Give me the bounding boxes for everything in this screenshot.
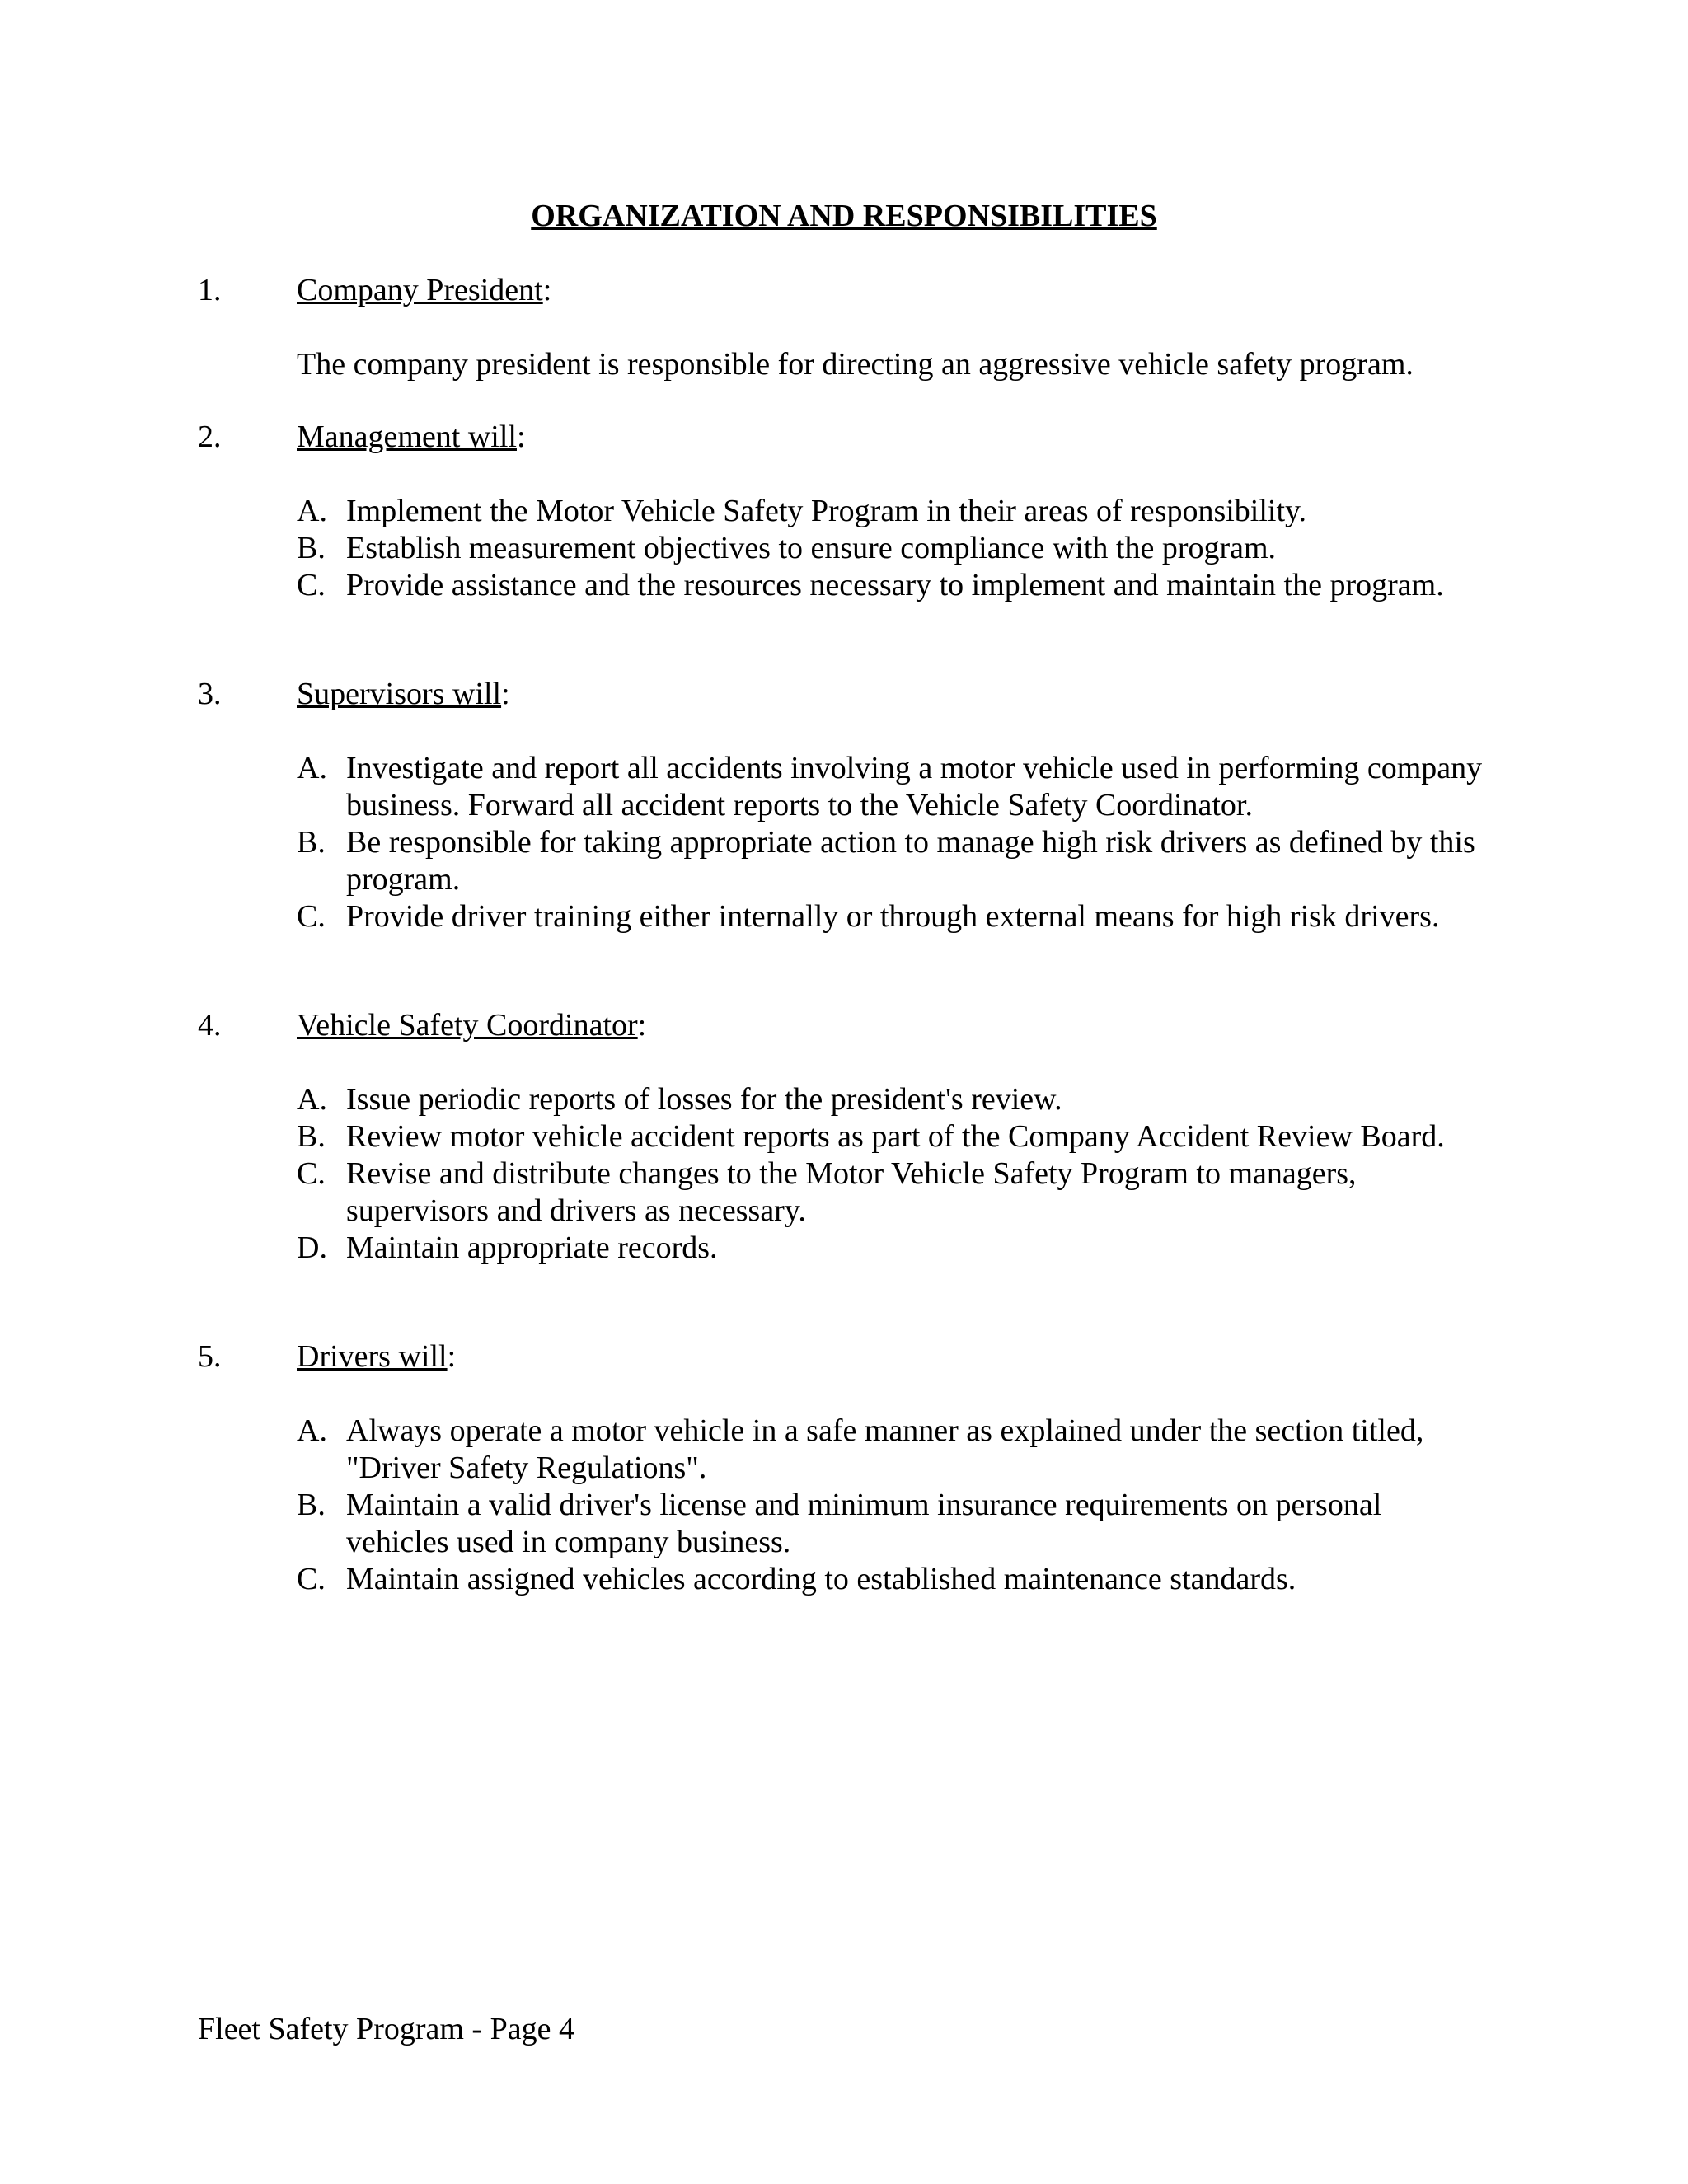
section-number: 3. [198,677,222,711]
section-items [297,750,1492,935]
section-heading [198,676,1492,713]
item-letter: B. [297,825,326,860]
section-items [297,1413,1492,1598]
list-item [297,750,1492,824]
item-letter: A. [297,1082,327,1117]
section-heading [198,1338,1492,1376]
item-text: Review motor vehicle accident reports as part of the Company Accident Review Board. [346,1119,1445,1154]
item-text: Investigate and report all accidents involving a motor vehicle used in performing company business. Forward all accident reports to the Vehicle Safety Coordinator. [346,751,1483,823]
section-label [297,272,551,309]
item-text: Maintain a valid driver's license and minimum insurance requirements on personal vehicles used in company business. [346,1488,1382,1559]
item-text: Always operate a motor vehicle in a safe manner as explained under the section titled, "Driver Safety Regulations". [346,1413,1424,1485]
list-item [297,530,1492,567]
section-items [297,1081,1492,1267]
section-heading [198,272,1492,309]
section-label-suffix: : [637,1008,647,1043]
item-letter: B. [297,531,326,565]
item-text: Provide assistance and the resources necessary to implement and maintain the program. [346,568,1444,602]
section-label-text: Supervisors will [297,677,502,711]
section-label-text: Company President [297,273,543,307]
section-items [297,493,1492,604]
item-letter: B. [297,1488,326,1522]
item-letter: C. [297,1562,326,1596]
section-number: 2. [198,419,222,454]
section-vehicle-safety-coordinator [198,1007,1492,1267]
item-text: Implement the Motor Vehicle Safety Program in their areas of responsibility. [346,494,1307,528]
section-label [297,419,526,456]
section-management [198,419,1492,604]
section-number: 5. [198,1339,222,1374]
item-letter: C. [297,568,326,602]
list-item [297,1230,1492,1267]
list-item [297,1487,1492,1561]
item-text: Revise and distribute changes to the Motor Vehicle Safety Program to managers, supervisors and drivers as necessary. [346,1156,1357,1228]
section-heading [198,419,1492,456]
item-text: Maintain appropriate records. [346,1230,718,1265]
list-item [297,1413,1492,1487]
item-text: Establish measurement objectives to ensure compliance with the program. [346,531,1277,565]
item-text: Maintain assigned vehicles according to established maintenance standards. [346,1562,1296,1596]
list-item [297,898,1492,935]
section-label-suffix: : [516,419,526,454]
item-letter: C. [297,899,326,934]
section-label-text: Vehicle Safety Coordinator [297,1008,638,1043]
section-label [297,1007,646,1044]
list-item [297,1081,1492,1118]
section-label-text: Management will [297,419,517,454]
page-footer: Fleet Safety Program - Page 4 [198,2012,574,2046]
item-letter: A. [297,1413,327,1448]
section-company-president [198,272,1492,383]
list-item [297,824,1492,898]
item-letter: C. [297,1156,326,1191]
section-paragraph: The company president is responsible for directing an aggressive vehicle safety program. [297,347,1414,382]
section-label-suffix: : [447,1339,457,1374]
item-text: Be responsible for taking appropriate action to manage high risk drivers as defined by this program. [346,825,1475,897]
list-item [297,1561,1492,1598]
item-letter: D. [297,1230,327,1265]
item-letter: B. [297,1119,326,1154]
section-heading [198,1007,1492,1044]
section-label [297,1338,456,1376]
section-label-text: Drivers will [297,1339,448,1374]
section-label-suffix: : [542,273,552,307]
section-number: 4. [198,1008,222,1043]
list-item [297,1155,1492,1230]
section-label-suffix: : [501,677,510,711]
section-number: 1. [198,273,222,307]
list-item [297,1118,1492,1155]
section-label [297,676,510,713]
section-drivers [198,1338,1492,1598]
page-title: ORGANIZATION AND RESPONSIBILITIES [531,199,1157,233]
item-text: Issue periodic reports of losses for the president's review. [346,1082,1062,1117]
list-item [297,567,1492,604]
item-letter: A. [297,494,327,528]
list-item [297,493,1492,530]
item-text: Provide driver training either internally or through external means for high risk drivers. [346,899,1440,934]
section-supervisors [198,676,1492,935]
item-letter: A. [297,751,327,785]
